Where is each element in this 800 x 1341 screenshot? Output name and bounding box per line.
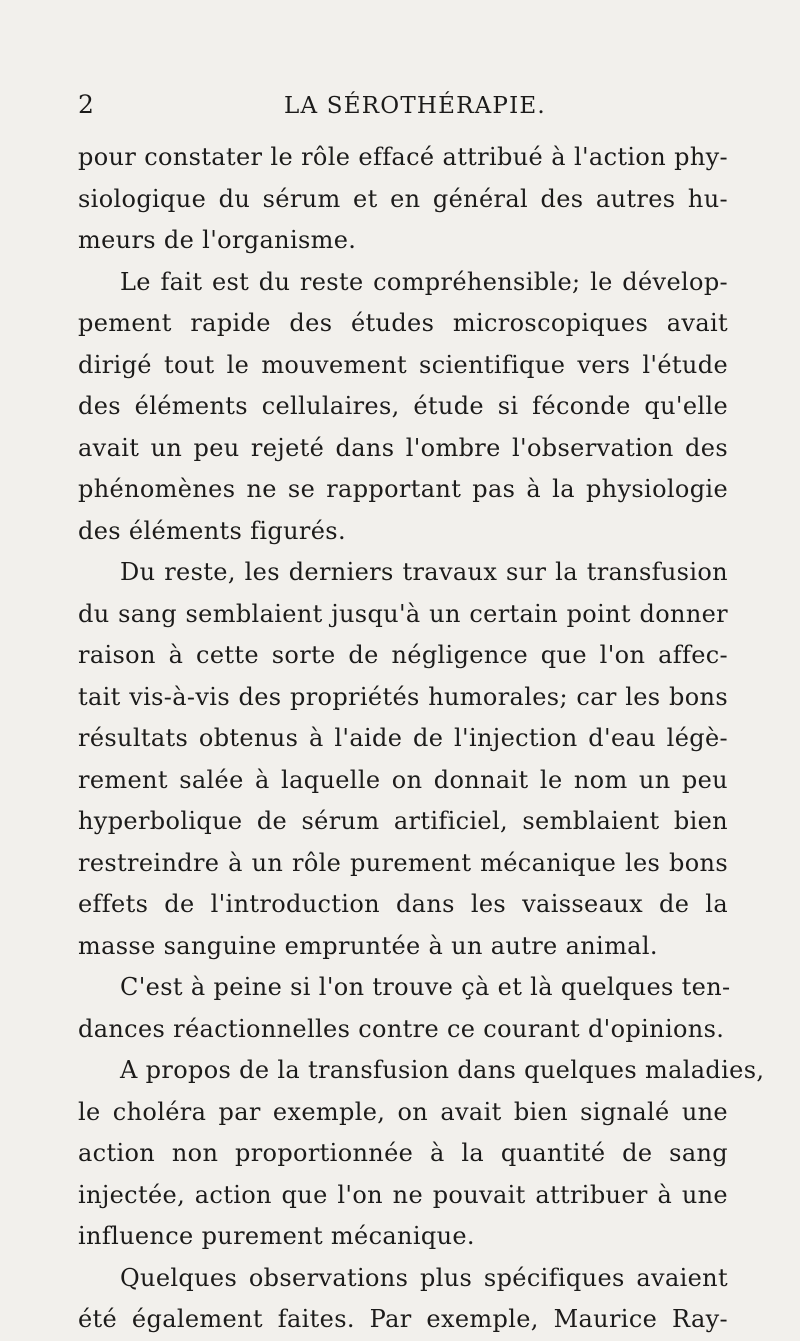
text-line: Quelques observations plus spécifiques avaient [120,1263,728,1292]
text-line: action non proportionnée à la quantité de sang [78,1139,728,1167]
text-line: des éléments figurés. [78,516,346,545]
text-line: dances réactionnelles contre ce courant d'opinions. [78,1014,725,1043]
text-line: rement salée à laquelle on donnait le nom un peu [78,765,728,794]
text-line: résultats obtenus à l'aide de l'injection d'eau légè- [78,724,728,752]
text-line: le choléra par exemple, on avait bien signalé une [78,1097,728,1126]
text-line: hyperbolique de sérum artificiel, semblaient bien [78,807,728,835]
text-line: dirigé tout le mouvement scientifique vers l'étude [78,350,728,379]
text-line: A propos de la transfusion dans quelques maladies, [120,1056,765,1084]
text-line: meurs de l'organisme. [78,226,357,254]
text-line: été également faites. Par exemple, Maurice Ray- [78,1305,728,1333]
text-line: siologique du sérum et en général des autres hu- [78,184,728,213]
body-text [78,137,765,1341]
page-number: 2 [78,90,95,119]
text-line: Du reste, les derniers travaux sur la transfusion [120,558,728,586]
text-line: influence purement mécanique. [78,1222,475,1250]
text-line: injectée, action que l'on ne pouvait attribuer à une [78,1180,728,1209]
text-line: tait vis-à-vis des propriétés humorales; car les bons [78,682,728,711]
text-line: raison à cette sorte de négligence que l'on affec- [78,641,728,669]
running-title: LA SÉROTHÉRAPIE. [284,93,546,119]
text-line: des éléments cellulaires, étude si féconde qu'elle [78,392,728,420]
text-line: masse sanguine empruntée à un autre animal. [78,931,658,960]
text-line: avait un peu rejeté dans l'ombre l'observation des [78,433,728,462]
text-line: restreindre à un rôle purement mécanique les bons [78,848,728,877]
text-line: du sang semblaient jusqu'à un certain point donner [78,599,728,628]
text-line: Le fait est du reste compréhensible; le dévelop- [120,267,728,296]
text-line: effets de l'introduction dans les vaisseaux de la [78,890,728,918]
text-line: pement rapide des études microscopiques avait [78,309,728,337]
running-head [78,90,728,124]
text-line: phénomènes ne se rapportant pas à la physiologie [78,475,728,503]
text-line: pour constater le rôle effacé attribué à l'action phy- [78,143,728,171]
text-line: C'est à peine si l'on trouve çà et là quelques ten- [120,973,731,1001]
